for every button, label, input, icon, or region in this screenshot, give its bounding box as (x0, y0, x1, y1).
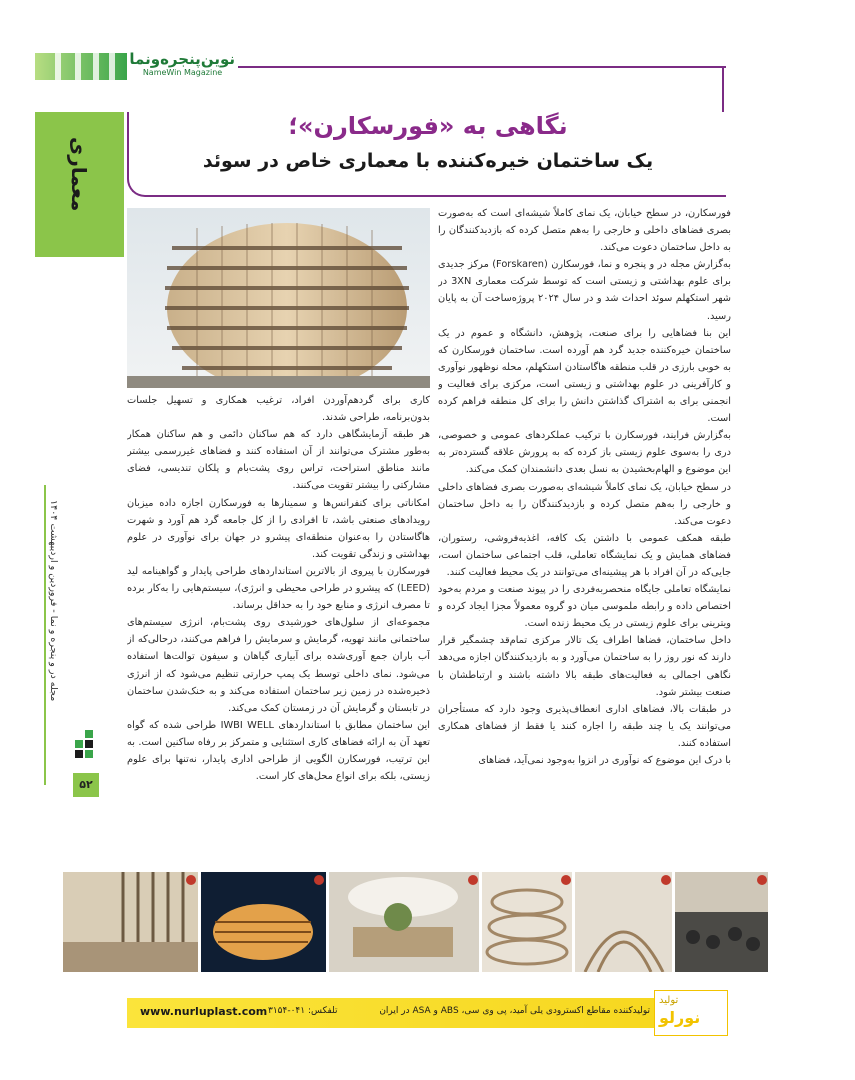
paragraph: با درک این موضوع که نوآوری در انزوا به‌وجود نمی‌آید، فضاهای (478, 755, 731, 766)
magazine-info: مجله در و پنجره و نما - فروردین و اردیبهشت ۱۴۰۴ (48, 500, 59, 702)
page-number: ۵۲ (73, 773, 99, 797)
advertiser-logo (654, 990, 728, 1036)
paragraph: این ساختمان مطابق با استانداردهای IWBI WELL طراحی شده که گواه تعهد آن به ارائه فضاهای کاری استثنایی و متمرکز بر رفاه ساکنین است. به این ترتیب، فورسکارن الگویی از طراحی اداری پایدار، نه‌تنها برای علوم زیستی، بلکه برای انواع محل‌های کار است. (127, 719, 430, 783)
article-title: نگاهی به «فورسکارن»؛ (288, 112, 568, 140)
text-column-right (438, 205, 731, 867)
paragraph: کاری برای گردهم‌آوردن افراد، ترغیب همکاری و تسهیل جلسات بدون‌برنامه، طراحی شدند. (127, 395, 430, 424)
paragraph: در سطح خیابان، یک نمای کاملاً شیشه‌ای به‌صورت بصری فضاهای داخلی و خارجی را به‌هم متصل کرده و بازدیدکنندگان را به داخل ساختمان دعوت می‌کند. (438, 481, 731, 527)
advertiser-logo-line1: تولید (659, 995, 679, 1006)
logo-text: نوین‌پنجره‌ونما (129, 50, 235, 68)
logo-subtext: NameWin Magazine (142, 68, 223, 77)
side-rule (44, 485, 46, 785)
paragraph: داخل ساختمان، فضاها اطراف یک تالار مرکزی تمام‌قد چشمگیر قرار دارند که نور روز را به ساختمان می‌آورد و به بازدیدکنندگان اجازه می‌دهد نگاهی اجمالی به فعالیت‌های طبقه بالا داشته باشند و ارتباطشان با صنعت بیشتر شود. (438, 635, 731, 698)
advertiser-logo-line2: نورلو (659, 1008, 701, 1027)
paragraph: مجموعه‌ای از سلول‌های خورشیدی روی پشت‌بام، انرژی سیستم‌های ساختمانی مانند تهویه، گرمایش و سرمایش را فراهم می‌کنند، درحالی‌که از آب باران جمع آوری‌شده برای آبیاری گیاهان و سیفون توالت‌ها استفاده می‌شود. نمای داخلی توسط یک پمپ حرارتی تنظیم می‌شود که از انرژی ذخیره‌شده در زمین زیر ساختمان استفاده می‌کند و به خنک‌شدن ساختمان در تابستان و گرمایش آن در زمستان کمک می‌کند. (127, 617, 430, 714)
magazine-icon (73, 730, 99, 760)
strip-photo-6 (675, 872, 768, 972)
section-tab (35, 112, 124, 257)
strip-photo-3 (329, 872, 479, 972)
paragraph: طبقه همکف عمومی با داشتن یک کافه، اغذیه‌فروشی، رستوران، فضاهای همایش و یک نمایشگاه تعاملی، قلب اجتماعی ساختمان است، جایی‌که در آن افراد با هر پیشینه‌ای می‌توانند در یک محیط فعالیت کنند. (438, 532, 731, 578)
article-subtitle: یک ساختمان خیره‌کننده با معماری خاص در سوئد (202, 150, 654, 172)
building-photo (127, 208, 430, 388)
header-divider (238, 66, 726, 68)
paragraph: نمایشگاه تعاملی جایگاه منحصربه‌فردی را در پیوند صنعت و مردم به‌خود اختصاص داده و رابطه ملموسی میان دو گروه معمولاً مجزا ایجاد کرده و ویترینی برای علوم زیستی در یک محیط زنده است. (438, 584, 731, 630)
strip-photo-5 (575, 872, 672, 972)
strip-photo-4 (482, 872, 572, 972)
paragraph: در طبقات بالا، فضاهای اداری انعطاف‌پذیری وجود دارد که مستأجران می‌توانند یک یا چند طبقه را اجاره کنند یا فقط از فضاهای همکاری استفاده کنند. (438, 703, 731, 749)
paragraph: فورسکارن با پیروی از بالاترین استانداردهای طراحی پایدار و گواهینامه لید (LEED) که پیشرو در طراحی محیطی و انرژی)، سیستم‌هایی را به‌کار برده تا مصرف انرژی و منابع خود را به حداقل برساند. (127, 565, 430, 612)
paragraph: این بنا فضاهایی را برای صنعت، پژوهش، دانشگاه و عموم در یک ساختمان خیره‌کننده جدید گرد هم آورده است. ساختمان فورسکارن که به‌ خوبی بارزی در قلب منطقه هاگاستادن استکهلم، محله نوظهور نوآوری و کارآفرینی در علوم بهداشتی و زیستی است، مرکزی برای فعالیت و انجمنی برای به اشتراک گذاشتن دانش را برای کل منطقه فراهم کرده است. (438, 327, 731, 425)
advertiser-url[interactable]: www.nurluplast.com (140, 1005, 268, 1018)
photo-strip (63, 872, 768, 972)
text-column-left (127, 392, 430, 836)
header-color-bar (35, 53, 127, 80)
header-divider-vertical (722, 66, 724, 112)
paragraph: امکاناتی برای کنفرانس‌ها و سمینارها به فورسکارن اجازه داده میزبان رویدادهای صنعتی باشد، تا افرادی را از کل جامعه گرد هم آورد و شهرت هاگاستادن را به‌عنوان منطقه‌ای پیشرو در جهان برای نوآوری در علوم بهداشتی و زندگی تقویت کند. (127, 497, 430, 560)
advertiser-description: تولیدکننده مقاطع اکسترودی یلی آمید، پی وی سی، ABS و ASA در ایران (379, 1006, 650, 1016)
paragraph: فورسکارن، در سطح خیابان، یک نمای کاملاً شیشه‌ای است که به‌صورت بصری فضاهای داخلی و خارجی را به‌هم متصل کرده که بازدیدکنندگان را به داخل ساختمان دعوت می‌کند. (438, 208, 731, 254)
strip-photo-2 (201, 872, 326, 972)
section-label: معماری (67, 137, 91, 212)
strip-photo-1 (63, 872, 198, 972)
paragraph: به‌گزارش مجله در و پنجره و نما، فورسکارن (Forskaren) مرکز جدیدی برای علوم بهداشتی و زیستی است که توسط شرکت معماری 3XN در شهر استکهلم سوئد احداث شد و در سال ۲۰۲۴ پروژه‌ساخت آن به پایان رسید. (438, 259, 731, 322)
advertiser-phone: تلفکس: ۰۴۱-۳۱۵۴ (268, 1006, 338, 1016)
paragraph: هر طبقه آزمایشگاهی دارد که هم ساکنان دائمی و هم ساکنان همکار به‌طور مشترک می‌توانند از آن استفاده کنند و فضاهای غیررسمی بیشتر مانند مناطق استراحت، تراس روی پشت‌بام و پلکان تندیسی، فضای مشارکتی را بیشتر تقویت می‌کنند. (127, 429, 430, 492)
magazine-logo[interactable] (130, 50, 235, 84)
paragraph: به‌گزارش فرایند، فورسکارن با ترکیب عملکردهای عمومی و خصوصی، دری را به‌سوی علوم زیستی باز کرده که به پرورش علاقه گسترده‌تر به این موضوع و الهام‌بخشیدن به نسل بعدی دانشمندان کمک می‌کند. (438, 430, 731, 476)
